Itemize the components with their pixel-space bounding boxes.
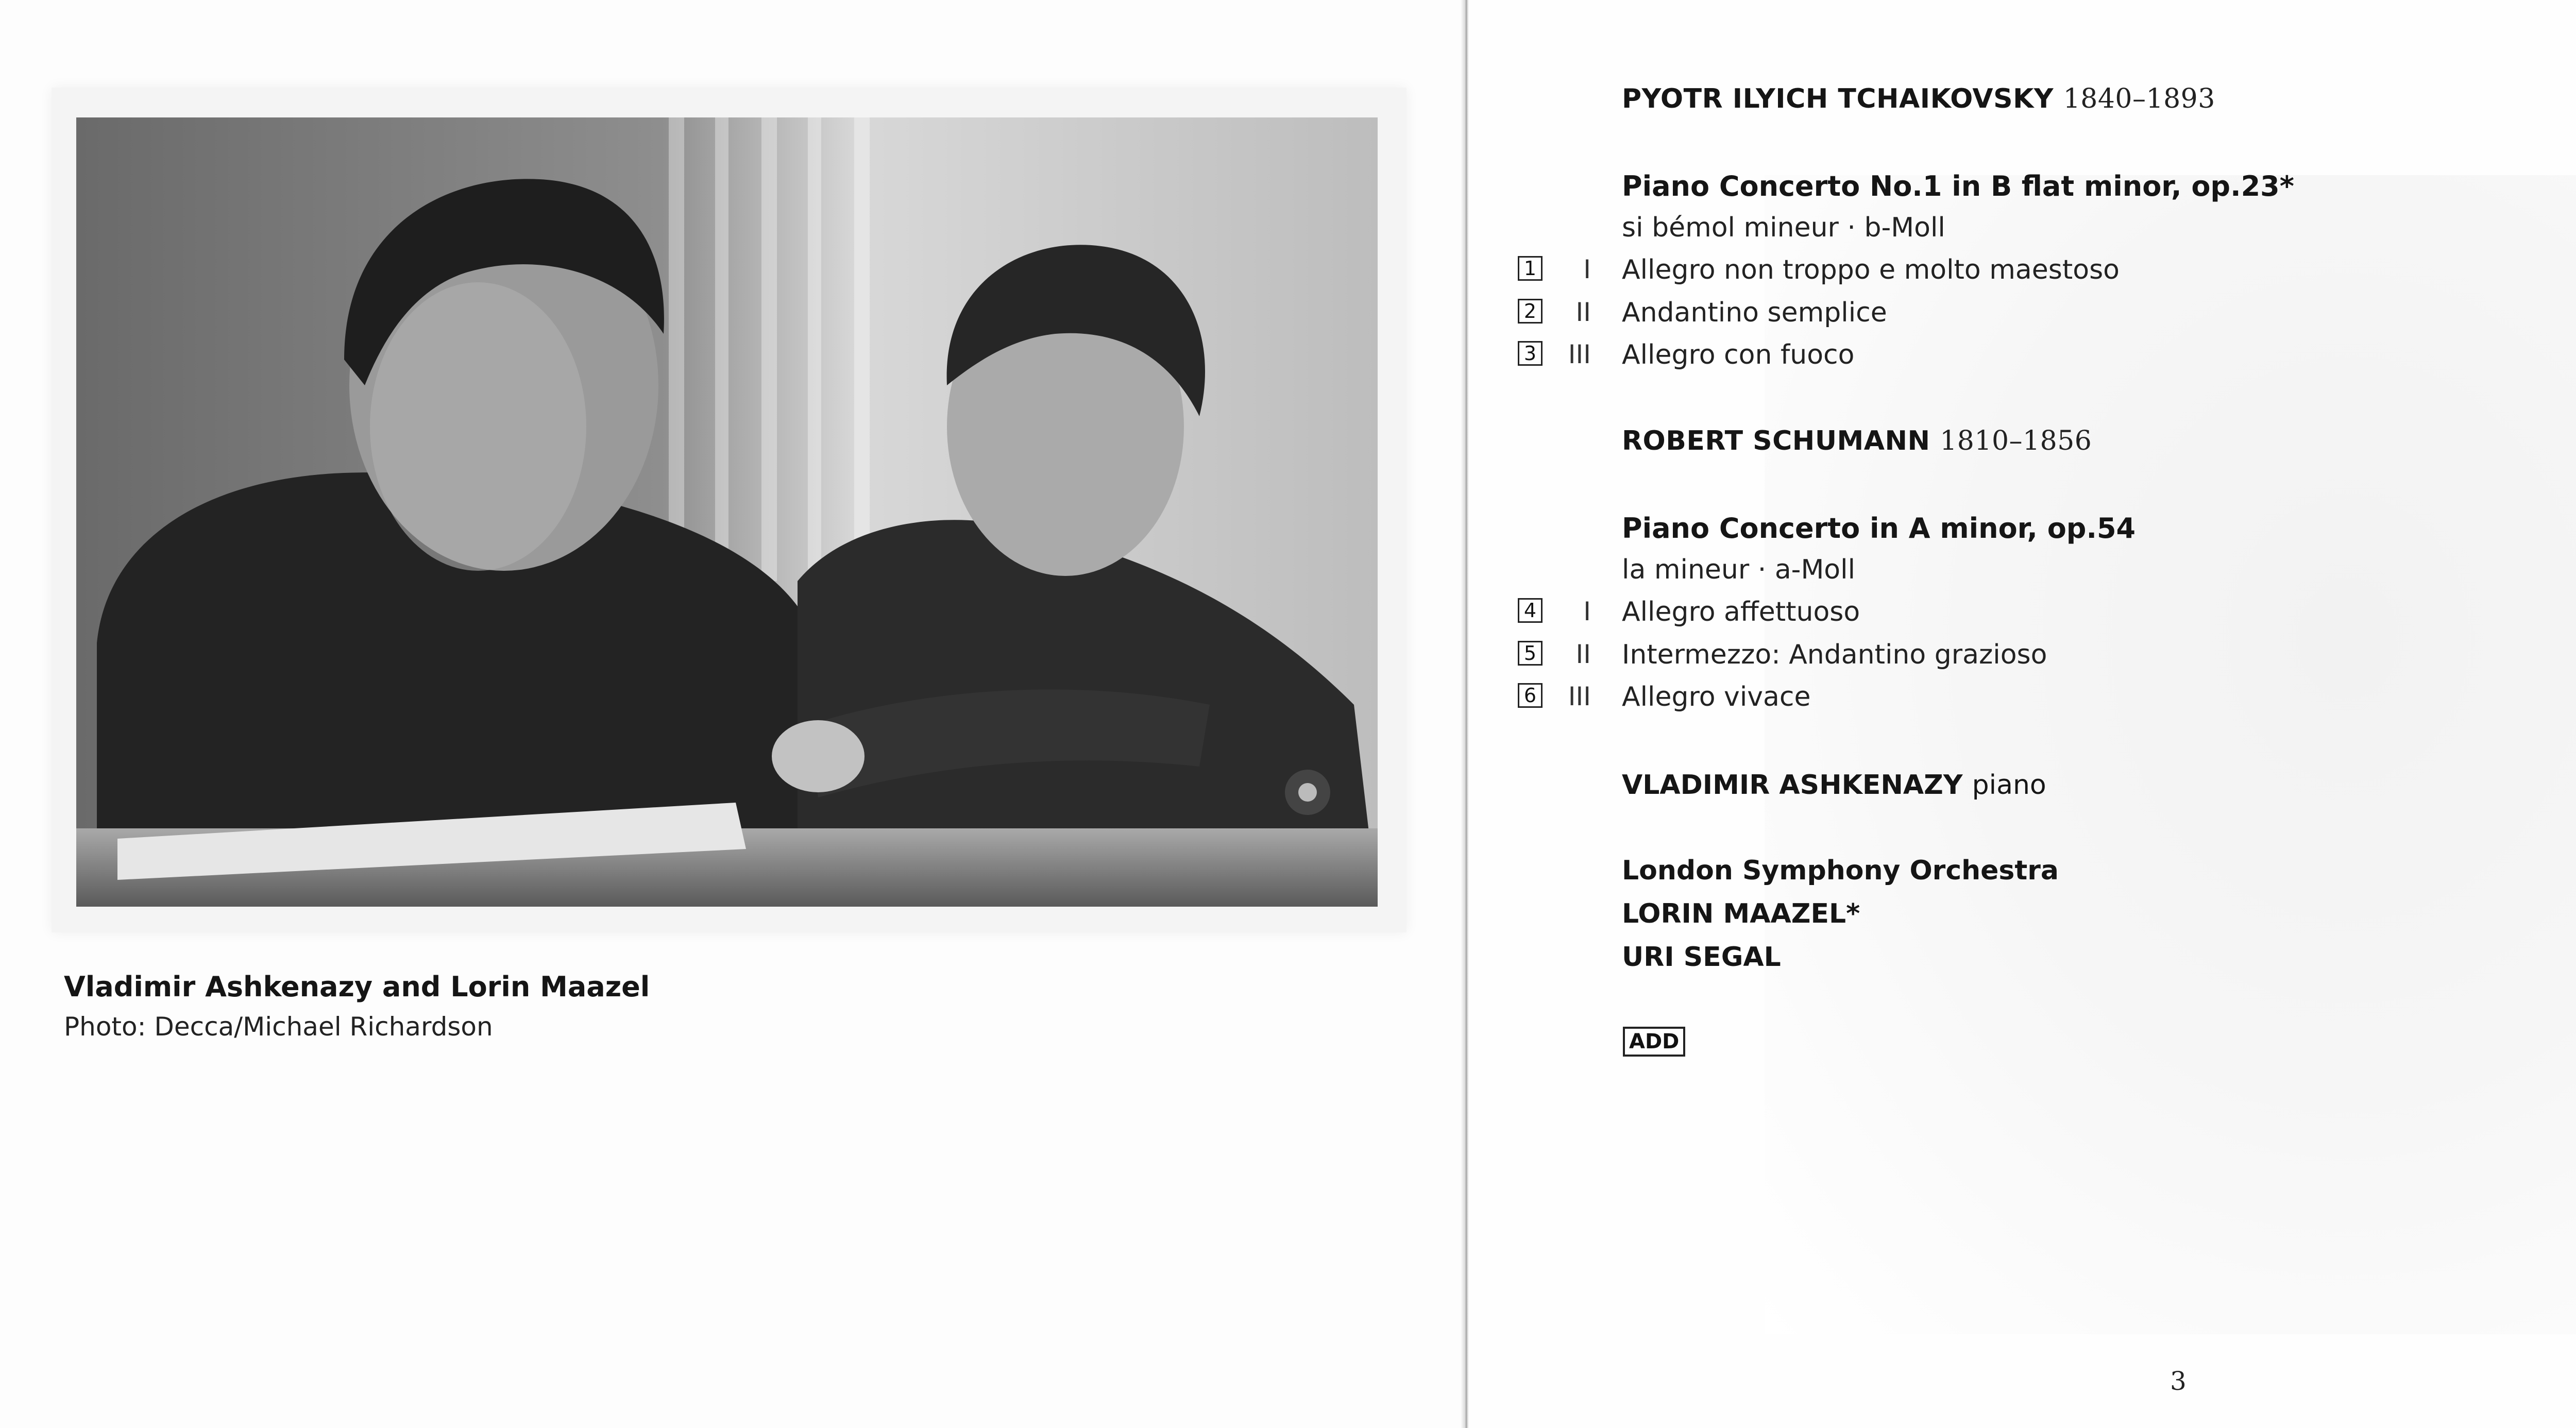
soloist-name: VLADIMIR ASHKENAZY: [1622, 770, 1963, 801]
movement-number: I: [1583, 254, 1591, 284]
movement-number: III: [1568, 339, 1591, 369]
movement-title: Allegro vivace: [1622, 682, 1811, 712]
conductor-credit: LORIN MAAZEL*: [1622, 898, 1860, 929]
track-number: 4: [1518, 598, 1543, 623]
work-key: si bémol mineur · b-Moll: [1622, 212, 1945, 243]
movement-title: Allegro con fuoco: [1622, 339, 1855, 370]
soloist-role: piano: [1972, 770, 2046, 801]
composer-heading: [1622, 426, 2092, 456]
composer-years: 1810–1856: [1940, 426, 2092, 456]
add-recording-badge: ADD: [1623, 1027, 1685, 1057]
track-number: 5: [1518, 641, 1543, 666]
track-number: 1: [1518, 256, 1543, 281]
work-key: la mineur · a-Moll: [1622, 554, 1856, 585]
soloist-credit: [1622, 770, 2046, 801]
work-title: Piano Concerto No.1 in B flat minor, op.23*: [1622, 170, 2294, 202]
track-number: 2: [1518, 299, 1543, 324]
composer-years: 1840–1893: [2063, 83, 2215, 114]
orchestra-credit: London Symphony Orchestra: [1622, 855, 2059, 886]
photo-caption-title: Vladimir Ashkenazy and Lorin Maazel: [64, 971, 650, 1003]
track-number: 6: [1518, 683, 1543, 708]
photo-credit: Photo: Decca/Michael Richardson: [64, 1012, 493, 1042]
movement-number: II: [1575, 639, 1591, 669]
movement-title: Andantino semplice: [1622, 297, 1887, 328]
work-title: Piano Concerto in A minor, op.54: [1622, 512, 2136, 545]
movement-title: Allegro non troppo e molto maestoso: [1622, 254, 2120, 285]
movement-number: I: [1583, 597, 1591, 626]
composer-heading: [1622, 83, 2215, 114]
movement-number: II: [1575, 297, 1591, 327]
track-number: 3: [1518, 341, 1543, 366]
movement-title: Allegro affettuoso: [1622, 597, 1860, 627]
composer-name: ROBERT SCHUMANN: [1622, 426, 1930, 456]
movement-title: Intermezzo: Andantino grazioso: [1622, 639, 2047, 670]
conductor-credit: URI SEGAL: [1622, 942, 1781, 973]
page-number: 3: [2170, 1366, 2187, 1396]
movement-number: III: [1568, 682, 1591, 711]
composer-name: PYOTR ILYICH TCHAIKOVSKY: [1622, 83, 2054, 114]
